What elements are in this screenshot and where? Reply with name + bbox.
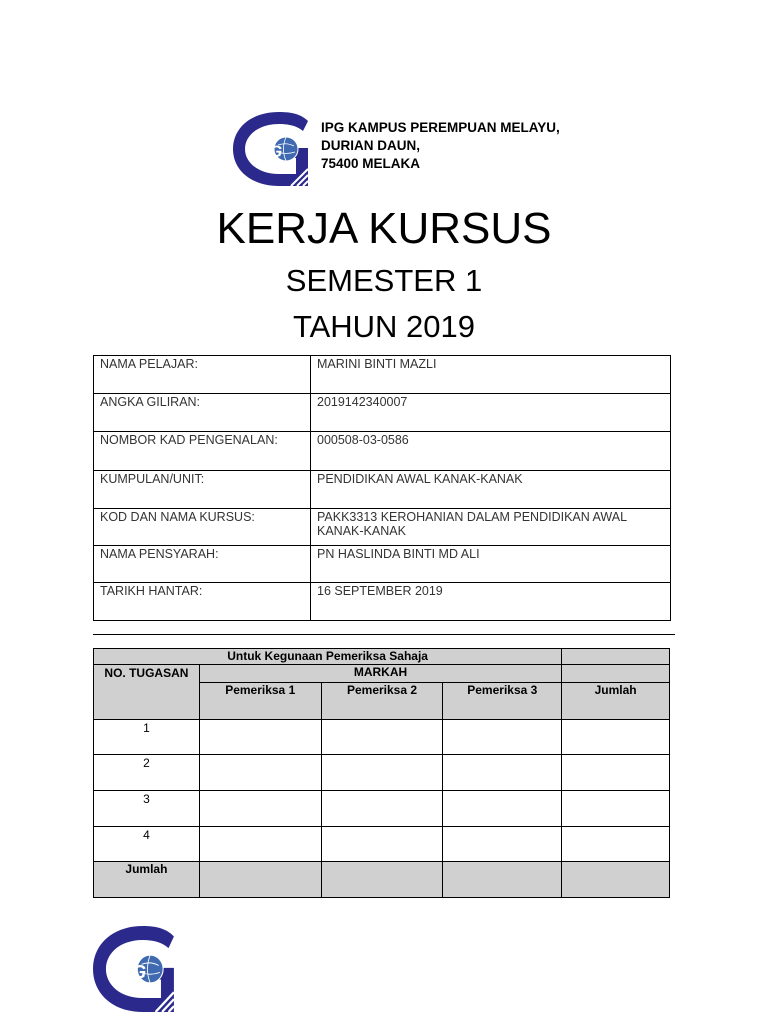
empty-cell bbox=[562, 649, 670, 665]
mark-cell bbox=[443, 755, 562, 791]
info-value: PAKK3313 KEROHANIAN DALAM PENDIDIKAN AWAL KANAK-KANAK bbox=[311, 509, 671, 546]
mark-cell bbox=[562, 791, 670, 827]
student-info-table bbox=[93, 355, 671, 621]
marks-caption-row bbox=[94, 649, 670, 665]
table-row bbox=[94, 720, 670, 755]
info-label: NAMA PELAJAR: bbox=[94, 356, 311, 394]
mark-cell bbox=[199, 755, 321, 791]
column-header: Jumlah bbox=[562, 683, 670, 720]
mark-cell bbox=[443, 827, 562, 862]
mark-cell bbox=[199, 862, 321, 898]
mark-cell bbox=[562, 827, 670, 862]
mark-cell bbox=[562, 755, 670, 791]
info-row bbox=[94, 509, 671, 546]
info-label: ANGKA GILIRAN: bbox=[94, 394, 311, 432]
column-header: Pemeriksa 2 bbox=[321, 683, 443, 720]
horizontal-divider bbox=[93, 634, 675, 635]
mark-cell bbox=[443, 720, 562, 755]
mark-cell bbox=[443, 862, 562, 898]
info-row bbox=[94, 432, 671, 471]
info-value: 16 SEPTEMBER 2019 bbox=[311, 583, 671, 621]
total-row bbox=[94, 862, 670, 898]
semester-heading: SEMESTER 1 bbox=[285, 263, 483, 298]
info-label: KUMPULAN/UNIT: bbox=[94, 471, 311, 509]
table-row bbox=[94, 755, 670, 791]
row-number: 1 bbox=[94, 720, 200, 755]
markah-header: MARKAH bbox=[199, 665, 561, 683]
table-row bbox=[94, 791, 670, 827]
mark-cell bbox=[562, 862, 670, 898]
mark-cell bbox=[321, 862, 443, 898]
mark-cell bbox=[321, 791, 443, 827]
mark-cell bbox=[199, 791, 321, 827]
empty-cell bbox=[562, 665, 670, 683]
info-row bbox=[94, 471, 671, 509]
info-label: KOD DAN NAMA KURSUS: bbox=[94, 509, 311, 546]
info-row bbox=[94, 394, 671, 432]
info-value: PENDIDIKAN AWAL KANAK-KANAK bbox=[311, 471, 671, 509]
table-row bbox=[94, 827, 670, 862]
info-value: PN HASLINDA BINTI MD ALI bbox=[311, 546, 671, 583]
row-number: 2 bbox=[94, 755, 200, 791]
info-label: NOMBOR KAD PENGENALAN: bbox=[94, 432, 311, 471]
institution-address bbox=[321, 119, 560, 173]
ipg-logo-top bbox=[233, 112, 309, 186]
mark-cell bbox=[199, 827, 321, 862]
logo-text: iPG bbox=[114, 961, 147, 984]
no-tugasan-header: NO. TUGASAN bbox=[94, 665, 200, 720]
mark-cell bbox=[321, 827, 443, 862]
address-line: 75400 MELAKA bbox=[321, 156, 421, 171]
row-number: 3 bbox=[94, 791, 200, 827]
info-label: NAMA PENSYARAH: bbox=[94, 546, 311, 583]
info-label: TARIKH HANTAR: bbox=[94, 583, 311, 621]
column-header: Pemeriksa 1 bbox=[199, 683, 321, 720]
page-title: KERJA KURSUS bbox=[216, 204, 552, 253]
info-value: 2019142340007 bbox=[311, 394, 671, 432]
year-heading: TAHUN 2019 bbox=[292, 309, 476, 344]
mark-cell bbox=[321, 720, 443, 755]
address-line: DURIAN DAUN, bbox=[321, 138, 420, 153]
marks-table bbox=[93, 648, 670, 898]
address-line: IPG KAMPUS PEREMPUAN MELAYU, bbox=[321, 120, 560, 135]
total-label: Jumlah bbox=[94, 862, 200, 898]
column-header: Pemeriksa 3 bbox=[443, 683, 562, 720]
info-value: MARINI BINTI MAZLI bbox=[311, 356, 671, 394]
logo-text: iPG bbox=[253, 142, 283, 161]
marks-header-row bbox=[94, 665, 670, 683]
mark-cell bbox=[443, 791, 562, 827]
mark-cell bbox=[562, 720, 670, 755]
info-row bbox=[94, 546, 671, 583]
mark-cell bbox=[321, 755, 443, 791]
ipg-logo-bottom bbox=[93, 926, 175, 1012]
info-value: 000508-03-0586 bbox=[311, 432, 671, 471]
info-row bbox=[94, 356, 671, 394]
info-row bbox=[94, 583, 671, 621]
marks-caption: Untuk Kegunaan Pemeriksa Sahaja bbox=[94, 649, 562, 665]
mark-cell bbox=[199, 720, 321, 755]
row-number: 4 bbox=[94, 827, 200, 862]
